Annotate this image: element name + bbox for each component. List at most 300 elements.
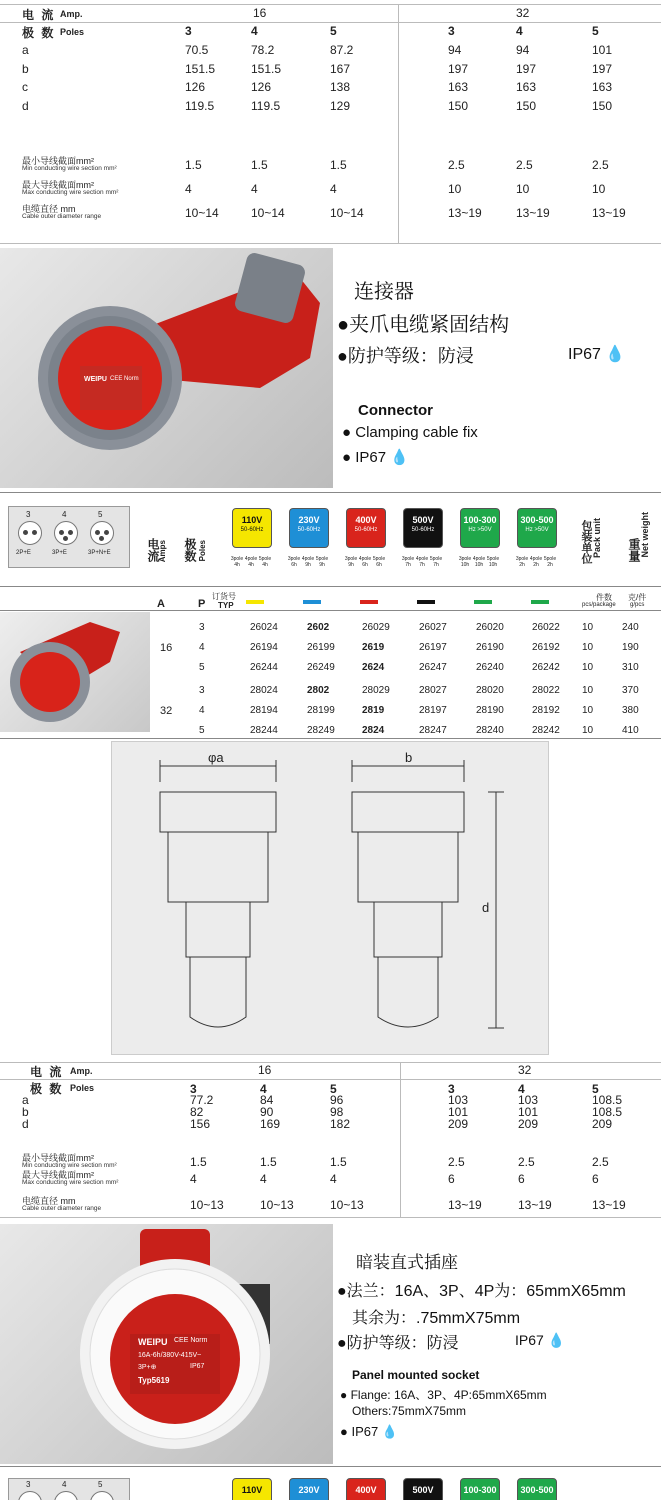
pin-type: 3P+N+E (88, 550, 111, 556)
order-code: 28024 (250, 685, 278, 696)
hour-rating: 5pole 6h (372, 556, 386, 568)
pole-value: 3 (199, 622, 205, 633)
pole-0: 3 (185, 24, 192, 38)
socket-feature-ip-en (340, 1424, 398, 1440)
amp-16: 16 (253, 6, 267, 20)
current-label-en: Amp. (60, 9, 83, 19)
cable-value: 13~19 (448, 206, 482, 220)
weight-value: 380 (622, 705, 639, 716)
pole-value: 4 (199, 705, 205, 716)
pin-layout-icon (54, 521, 78, 545)
pcs-value: 10 (582, 622, 594, 633)
hour-rating: 5pole 9h (315, 556, 329, 568)
pcs-value: 10 (582, 705, 594, 716)
hour-rating: 5pole 2h (543, 556, 557, 568)
hour-rating: 4pole 6h (358, 556, 372, 568)
order-code: 28242 (532, 725, 560, 736)
min-value: 1.5 (251, 158, 268, 172)
row-value: 77.2 (190, 1093, 214, 1107)
bullet-icon: ● (342, 424, 352, 441)
connector-feature-clamp-en (342, 424, 478, 441)
pin-layout-icon (90, 521, 114, 545)
order-code: 26190 (476, 642, 504, 653)
hour-rating: 5pole 10h (486, 556, 500, 568)
min-label-zh: 最小导线截面mm² (22, 1153, 94, 1163)
max-value: 4 (330, 182, 337, 196)
water-drop-icon: 💧 (390, 449, 409, 466)
pcs-value: 10 (582, 725, 594, 736)
pin-type: 2P+E (16, 550, 31, 556)
footer-voltage-box (403, 1478, 443, 1500)
photo-typ: Typ5619 (138, 1376, 170, 1385)
order-code: 26242 (532, 662, 560, 673)
pin-number: 3 (26, 510, 31, 519)
head-g-zh: 克/件 (628, 593, 647, 602)
max-value: 4 (185, 182, 192, 196)
order-photo (0, 612, 150, 732)
typ-color-bar (531, 600, 549, 604)
row-value: 197 (448, 61, 469, 76)
max-value: 4 (330, 1172, 337, 1186)
poles-label: 极 数 (22, 26, 56, 40)
connector-feature-ip-zh: ●防护等级：防浸 (337, 346, 474, 366)
water-drop-icon: 💧 (381, 1424, 399, 1439)
order-code: 26199 (307, 642, 335, 653)
footer-voltage-box (517, 1478, 557, 1500)
hour-rating: 3pole 9h (344, 556, 358, 568)
typ-color-bar (474, 600, 492, 604)
max-value: 10 (448, 182, 462, 196)
order-code: 26249 (307, 662, 335, 673)
order-code: 26244 (250, 662, 278, 673)
weight-label-en: Net weight (640, 512, 650, 558)
order-code: 2824 (362, 725, 385, 736)
socket-panel (0, 1224, 661, 1464)
current-label: 电 流 (22, 8, 56, 22)
photo-norm: CEE Norm (174, 1337, 208, 1344)
socket-feature-flange-en (340, 1386, 547, 1403)
min-value: 1.5 (330, 158, 347, 172)
socket-feature-others-en: Others:75mmX75mm (352, 1404, 467, 1418)
row-value: 209 (448, 1117, 469, 1131)
order-code: 26194 (250, 642, 278, 653)
amps-label-zh: 电流 (146, 538, 160, 562)
voltage-230V-box (289, 508, 329, 548)
row-value: 78.2 (251, 43, 275, 57)
hour-rating: 3pole 2h (515, 556, 529, 568)
spec-table-connector (0, 0, 661, 245)
pcs-value: 10 (582, 662, 594, 673)
pack-label-zh: 包装单位 (580, 520, 592, 564)
hour-rating: 4pole 7h (415, 556, 429, 568)
order-code: 26024 (250, 622, 278, 633)
pole-value: 5 (199, 725, 205, 736)
pole-0: 3 (190, 1082, 197, 1096)
pole-2: 5 (330, 24, 337, 38)
row-value: 101 (592, 43, 613, 57)
pcs-value: 10 (582, 685, 594, 696)
weight-value: 410 (622, 725, 639, 736)
hour-rating: 4pole 9h (301, 556, 315, 568)
min-value: 1.5 (190, 1155, 207, 1169)
order-code: 28244 (250, 725, 278, 736)
row-value: 209 (592, 1117, 613, 1131)
row-value: 82 (190, 1105, 204, 1119)
socket-title-en: Panel mounted socket (352, 1368, 480, 1382)
bullet-icon: ● (340, 1424, 348, 1439)
order-code: 2802 (307, 685, 330, 696)
row-label: a (22, 43, 29, 57)
voltage-hz: 50-60Hz (240, 527, 264, 533)
order-code: 28192 (532, 705, 560, 716)
amp-32: 32 (518, 1063, 532, 1077)
voltage-value: 110V (241, 1485, 263, 1495)
row-label: c (22, 80, 28, 94)
connector-ip-zh (568, 344, 625, 364)
hour-rating: 4pole 2h (529, 556, 543, 568)
min-value: 2.5 (448, 1155, 465, 1169)
order-code: 28249 (307, 725, 335, 736)
voltage-500V-box (403, 508, 443, 548)
pole-2: 5 (330, 1082, 337, 1096)
text: Flange: 16A、3P、4P:65mmX65mm (350, 1388, 547, 1402)
weight-value: 240 (622, 622, 639, 633)
row-label: d (22, 98, 29, 113)
head-typ-zh: 订货号 (212, 592, 236, 601)
order-code: 28240 (476, 725, 504, 736)
cable-label-zh: 电缆直径 mm (22, 1196, 76, 1206)
connector-title-zh: 连接器 (354, 281, 414, 303)
head-p: P (198, 598, 206, 610)
connector-panel (0, 248, 661, 488)
order-table (0, 492, 661, 740)
photo-poles: 3P+⊕ (138, 1364, 157, 1371)
voltage-value: 230V (298, 515, 320, 525)
row-label: a (22, 1093, 29, 1107)
head-pcs-zh: 件数 (596, 593, 612, 602)
max-label-zh: 最大导线截面mm² (22, 1170, 94, 1180)
pole-value: 3 (199, 685, 205, 696)
voltage-value: 300-500 (520, 1485, 554, 1495)
row-value: 138 (330, 80, 351, 94)
cable-value: 13~19 (448, 1198, 482, 1212)
row-value: 163 (448, 80, 469, 94)
socket-title-zh: 暗装直式插座 (356, 1253, 458, 1272)
max-value: 10 (516, 182, 530, 196)
dim-label-a: φa (208, 750, 224, 765)
min-value: 2.5 (592, 158, 609, 172)
order-code: 28199 (307, 705, 335, 716)
order-code: 2624 (362, 662, 385, 673)
technical-drawing (111, 741, 549, 1055)
pack-label-en: Pack unit (592, 518, 602, 559)
row-value: 163 (592, 80, 613, 94)
row-value: 151.5 (251, 61, 282, 76)
poles-label: 极 数 (30, 1082, 64, 1096)
current-label-en: Amp. (70, 1066, 93, 1076)
row-value: 126 (185, 80, 206, 94)
order-code: 28022 (532, 685, 560, 696)
row-value: 163 (516, 80, 537, 94)
row-value: 119.5 (251, 98, 281, 113)
max-value: 4 (190, 1172, 197, 1186)
ip-text: IP67 (568, 346, 601, 363)
voltage-100-300-box (460, 508, 500, 548)
row-value: 150 (592, 98, 613, 113)
cable-value: 10~13 (190, 1198, 224, 1212)
row-value: 84 (260, 1093, 274, 1107)
max-value: 6 (592, 1172, 599, 1186)
socket-ip-zh (515, 1332, 565, 1349)
hour-rating: 3pole 7h (401, 556, 415, 568)
weight-value: 370 (622, 685, 639, 696)
max-value: 4 (251, 182, 258, 196)
voltage-hz: 50-60Hz (297, 527, 321, 533)
cable-value: 13~19 (518, 1198, 552, 1212)
row-value: 94 (448, 43, 462, 57)
row-value: 94 (516, 43, 530, 57)
cable-value: 10~13 (260, 1198, 294, 1212)
hour-rating: 4pole 10h (472, 556, 486, 568)
pin-number: 5 (98, 510, 103, 519)
order-code: 26197 (419, 642, 447, 653)
order-code: 28194 (250, 705, 278, 716)
cable-label-en: Cable outer diameter range (22, 1205, 102, 1212)
voltage-300-500-box (517, 508, 557, 548)
pole-value: 5 (199, 662, 205, 673)
bullet-icon: ● (340, 1388, 348, 1402)
text: IP67 (351, 1424, 379, 1439)
row-value: 108.5 (592, 1105, 623, 1119)
pin-number: 5 (98, 1480, 103, 1489)
amp-value: 16 (160, 642, 173, 654)
voltage-hz: Hz >50V (468, 527, 492, 533)
pin-layout-icon (18, 521, 42, 545)
row-value: 129 (330, 98, 351, 113)
order-code: 26247 (419, 662, 447, 673)
row-value: 90 (260, 1105, 274, 1119)
typ-color-bar (303, 600, 321, 604)
max-value: 6 (518, 1172, 525, 1186)
connector-title-en: Connector (358, 402, 433, 419)
min-value: 2.5 (592, 1155, 609, 1169)
order-code: 26027 (419, 622, 447, 633)
water-drop-icon: 💧 (547, 1332, 566, 1348)
row-value: 70.5 (185, 43, 209, 57)
footer-voltage-box (460, 1478, 500, 1500)
dim-label-b: b (405, 750, 413, 765)
text: Clamping cable fix (355, 424, 478, 441)
order-code: 26029 (362, 622, 390, 633)
row-value: 101 (518, 1105, 539, 1119)
socket-feature-flange-zh: ●法兰：16A、3P、4P为：65mmX65mm (337, 1283, 626, 1300)
pole-3: 3 (448, 24, 455, 38)
row-value: 96 (330, 1093, 344, 1107)
row-value: 126 (251, 80, 272, 94)
row-value: 119.5 (185, 98, 215, 113)
row-value: 169 (260, 1117, 281, 1131)
min-value: 1.5 (330, 1155, 347, 1169)
order-code: 2602 (307, 622, 330, 633)
cable-label-zh: 电缆直径 mm (22, 204, 76, 214)
cable-value: 13~19 (592, 206, 626, 220)
amp-16: 16 (258, 1063, 272, 1077)
water-drop-icon: 💧 (605, 346, 626, 363)
photo-brand: WEIPU (84, 376, 107, 383)
pin-type: 3P+E (52, 550, 67, 556)
cable-value: 13~19 (516, 206, 550, 220)
voltage-hz: Hz >50V (525, 527, 549, 533)
weight-value: 310 (622, 662, 639, 673)
connector-feature-clamp-zh: ●夹爪电缆紧固结构 (337, 314, 510, 336)
min-value: 1.5 (260, 1155, 277, 1169)
max-label-en: Max conducting wire section mm² (22, 189, 119, 196)
max-label-zh: 最大导线截面mm² (22, 180, 94, 190)
poles-label-en: Poles (60, 27, 85, 37)
row-value: 156 (190, 1117, 211, 1131)
min-label-en: Min conducting wire section mm² (22, 165, 117, 172)
hour-rating: 3pole 6h (287, 556, 301, 568)
order-code: 28197 (419, 705, 447, 716)
order-code: 26022 (532, 622, 560, 633)
row-value: 150 (516, 98, 537, 113)
min-value: 1.5 (185, 158, 202, 172)
min-label-zh: 最小导线截面mm² (22, 156, 94, 166)
row-value: 209 (518, 1117, 539, 1131)
amp-32: 32 (516, 6, 530, 20)
order-code: 28190 (476, 705, 504, 716)
max-value: 4 (260, 1172, 267, 1186)
photo-brand: WEIPU (138, 1337, 168, 1347)
row-value: 103 (518, 1093, 539, 1107)
typ-color-bar (417, 600, 435, 604)
pole-value: 4 (199, 642, 205, 653)
hour-rating: 5pole 7h (429, 556, 443, 568)
row-value: 197 (592, 61, 613, 76)
pole-3: 3 (448, 1082, 455, 1096)
voltage-value: 300-500 (520, 515, 554, 525)
photo-norm: CEE Norm (110, 376, 139, 382)
text: IP67 (355, 449, 387, 466)
footer-voltage-box (289, 1478, 329, 1500)
head-a: A (157, 598, 165, 610)
head-g-en: g/pcs (630, 602, 645, 608)
typ-color-bar (360, 600, 378, 604)
order-code: 28020 (476, 685, 504, 696)
cable-label-en: Cable outer diameter range (22, 213, 102, 220)
voltage-400V-box (346, 508, 386, 548)
footer-voltage-box (346, 1478, 386, 1500)
row-value: 150 (448, 98, 469, 113)
poles-label-zh: 极数 (183, 538, 197, 562)
socket-feature-ip-zh: ●防护等级：防浸 (337, 1335, 459, 1352)
amp-value: 32 (160, 705, 173, 717)
current-label: 电 流 (30, 1065, 64, 1079)
order-code: 28247 (419, 725, 447, 736)
voltage-value: 110V (241, 515, 263, 525)
typ-color-bar (246, 600, 264, 604)
max-value: 6 (448, 1172, 455, 1186)
connector-photo (0, 248, 333, 488)
row-value: 87.2 (330, 43, 354, 57)
pole-1: 4 (251, 24, 258, 38)
voltage-110V-box (232, 508, 272, 548)
photo-ip: IP67 (190, 1363, 205, 1370)
pole-4: 4 (518, 1082, 525, 1096)
poles-label-en: Poles (198, 540, 207, 562)
connector-feature-ip-en (342, 448, 409, 466)
hour-rating: 4pole 4h (244, 556, 258, 568)
row-value: 98 (330, 1105, 344, 1119)
voltage-value: 100-300 (463, 515, 497, 525)
head-pcs-en: pcs/package (582, 602, 616, 608)
amps-label-en: Amps (158, 540, 167, 563)
cable-value: 10~13 (330, 1198, 364, 1212)
min-label-en: Min conducting wire section mm² (22, 1162, 117, 1169)
pin-number: 4 (62, 1480, 67, 1489)
row-value: 197 (516, 61, 537, 76)
hour-rating: 3pole 10h (458, 556, 472, 568)
voltage-hz: 50-60Hz (354, 527, 378, 533)
cable-value: 10~14 (251, 206, 285, 220)
row-label: b (22, 61, 29, 76)
footer-order-table-partial (0, 1466, 661, 1500)
voltage-value: 500V (412, 1485, 434, 1495)
cable-value: 10~14 (185, 206, 219, 220)
row-value: 151.5 (185, 61, 216, 76)
row-value: 101 (448, 1105, 469, 1119)
order-code: 2819 (362, 705, 385, 716)
order-code: 28029 (362, 685, 390, 696)
cable-value: 13~19 (592, 1198, 626, 1212)
pcs-value: 10 (582, 642, 594, 653)
pole-4: 4 (516, 24, 523, 38)
max-label-en: Max conducting wire section mm² (22, 1179, 119, 1186)
pole-5: 5 (592, 1082, 599, 1096)
ip-text: IP67 (515, 1332, 544, 1348)
hour-rating: 5pole 4h (258, 556, 272, 568)
min-value: 2.5 (448, 158, 465, 172)
poles-label-en: Poles (70, 1083, 95, 1093)
weight-label-zh: 重量 (627, 538, 641, 562)
row-label: b (22, 1105, 29, 1119)
row-label: d (22, 1117, 29, 1131)
weight-value: 190 (622, 642, 639, 653)
order-code: 26240 (476, 662, 504, 673)
order-code: 26192 (532, 642, 560, 653)
spec-table-socket (0, 1060, 661, 1220)
row-value: 103 (448, 1093, 469, 1107)
pole-1: 4 (260, 1082, 267, 1096)
footer-voltage-box (232, 1478, 272, 1500)
pole-5: 5 (592, 24, 599, 38)
voltage-value: 230V (298, 1485, 320, 1495)
voltage-hz: 50-60Hz (411, 527, 435, 533)
socket-photo (0, 1224, 333, 1464)
head-typ-en: TYP (218, 601, 234, 610)
voltage-value: 100-300 (463, 1485, 497, 1495)
voltage-value: 500V (412, 515, 434, 525)
max-value: 10 (592, 182, 606, 196)
hour-rating: 3pole 4h (230, 556, 244, 568)
min-value: 2.5 (518, 1155, 535, 1169)
min-value: 2.5 (516, 158, 533, 172)
row-value: 167 (330, 61, 351, 76)
voltage-value: 400V (355, 1485, 377, 1495)
socket-feature-others-zh: 其余为：.75mmX75mm (352, 1310, 521, 1327)
order-code: 28027 (419, 685, 447, 696)
photo-rating: 16A-6h/380V-415V~ (138, 1352, 202, 1359)
